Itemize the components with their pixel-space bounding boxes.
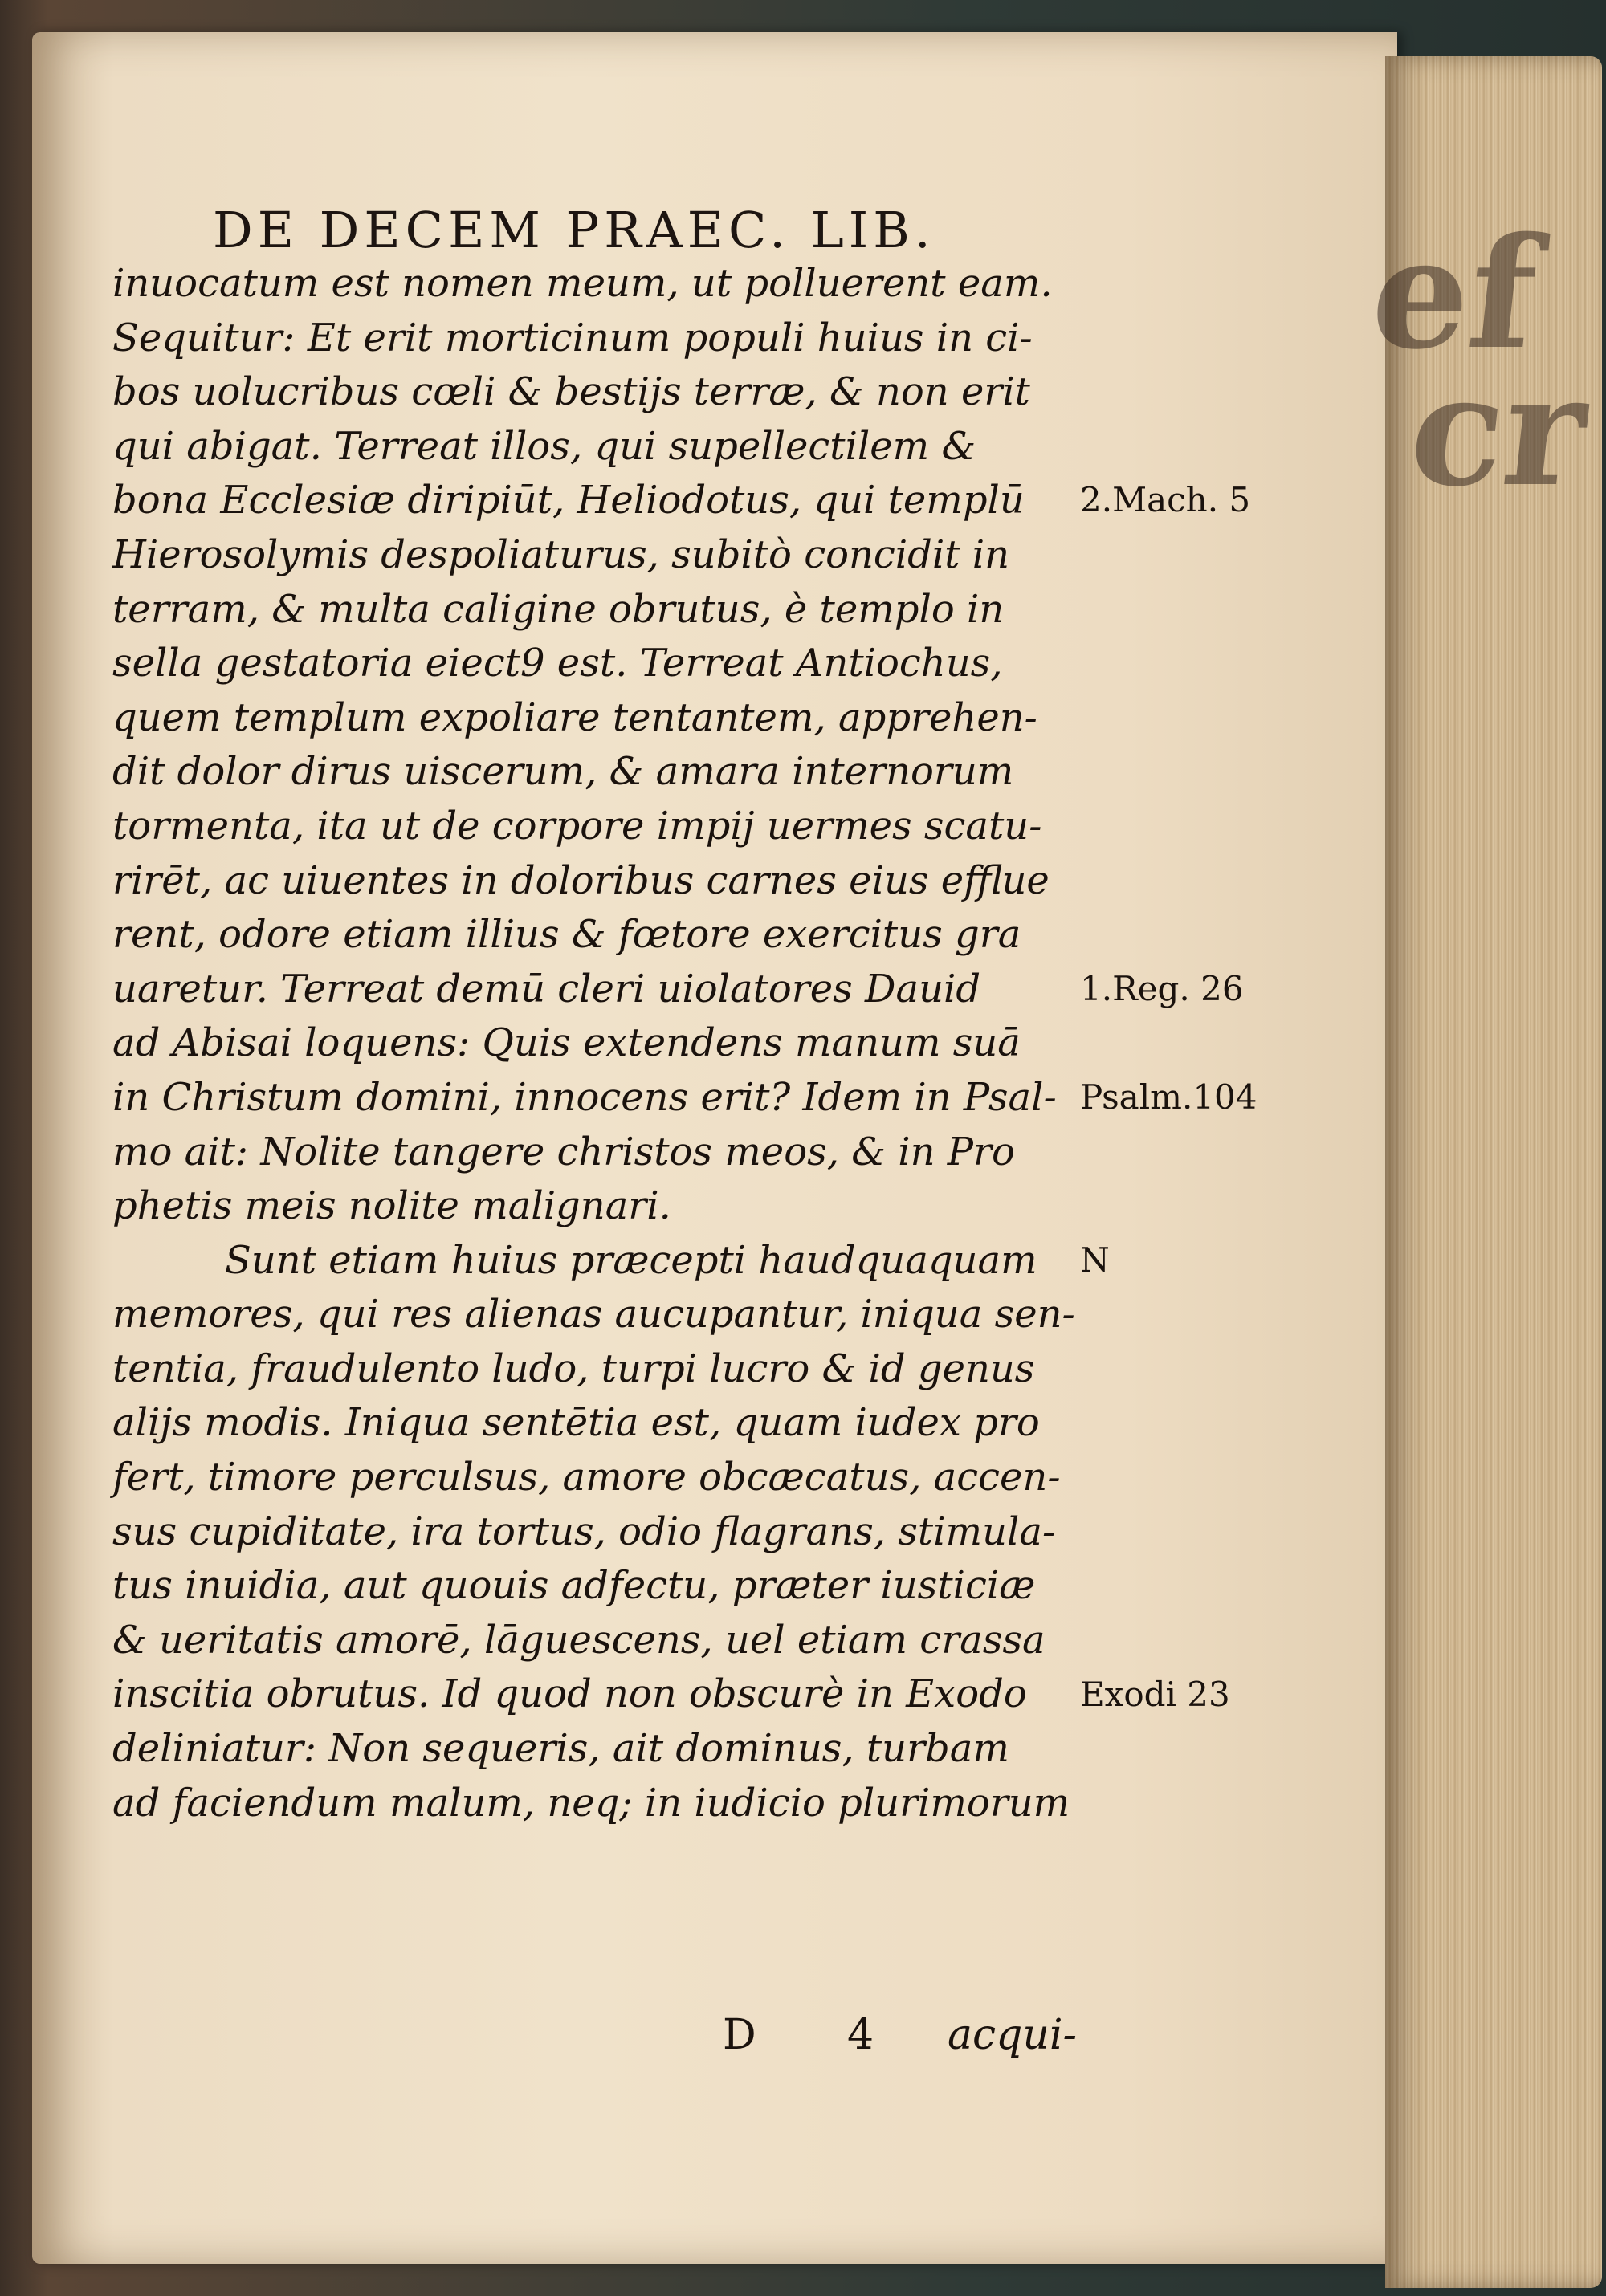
- text-line: rirēt, ac uiuentes in doloribus carnes eius efflue: [112, 857, 1050, 903]
- text-line: Hierosolymis despoliaturus, subitò concidit in: [112, 531, 1010, 577]
- margin-note: 2.Mach. 5: [1080, 480, 1251, 520]
- show-through-ink: ef cr: [1349, 204, 1595, 520]
- text-line: uaretur. Terreat demū cleri uiolatores Dauid: [112, 966, 981, 1012]
- text-line: fert, timore perculsus, amore obcæcatus, accen-: [112, 1455, 1061, 1500]
- margin-note: Psalm.104: [1080, 1077, 1257, 1117]
- text-line: inuocatum est nomen meum, ut polluerent eam.: [112, 261, 1053, 306]
- text-line: memores, qui res alienas aucupantur, iniqua sen-: [112, 1292, 1075, 1337]
- text-line: Sequitur: Et erit morticinum populi huius in ci-: [112, 315, 1033, 360]
- margin-note: Exodi 23: [1080, 1674, 1230, 1714]
- text-line: bos uolucribus cœli & bestijs terræ, & non erit: [112, 369, 1030, 415]
- text-line: alijs modis. Iniqua sentētia est, quam iudex pro: [112, 1400, 1040, 1446]
- body-text: [112, 257, 1084, 1830]
- text-line: sus cupiditate, ira tortus, odio flagrans, stimula-: [112, 1508, 1056, 1554]
- text-line: sella gestatoria eiect9 est. Terreat Antiochus,: [112, 641, 1003, 686]
- text-line: tus inuidia, aut quouis adfectu, præter iusticiæ: [112, 1563, 1036, 1609]
- text-line: phetis meis nolite malignari.: [112, 1183, 671, 1229]
- catchword: acqui-: [948, 2011, 1078, 2059]
- text-line: in Christum domini, innocens erit? Idem in Psal-: [112, 1074, 1057, 1120]
- text-line: tormenta, ita ut de corpore impij uermes scatu-: [112, 803, 1042, 849]
- text-line: tentia, fraudulento ludo, turpi lucro & id genus: [112, 1345, 1035, 1391]
- margin-note: 1.Reg. 26: [1080, 968, 1244, 1008]
- text-line: deliniatur: Non sequeris, ait dominus, turbam: [112, 1726, 1009, 1772]
- margin-note: N: [1080, 1240, 1110, 1280]
- text-line: ad faciendum malum, neq; in iudicio plurimorum: [112, 1780, 1070, 1826]
- text-line: dit dolor dirus uiscerum, & amara internorum: [112, 749, 1014, 795]
- signature-number: 4: [847, 2011, 874, 2059]
- text-line: Sunt etiam huius præcepti haudquaquam: [225, 1237, 1037, 1283]
- text-line: qui abigat. Terreat illos, qui supellectilem &: [112, 423, 976, 469]
- text-line: quem templum expoliare tentantem, apprehen-: [112, 694, 1037, 740]
- text-line: inscitia obrutus. Id quod non obscurè in Exodo: [112, 1671, 1027, 1717]
- text-line: & ueritatis amorē, lāguescens, uel etiam crassa: [112, 1617, 1046, 1663]
- running-head: DE DECEM PRAEC. LIB.: [213, 201, 935, 259]
- text-line: mo ait: Nolite tangere christos meos, & in Pro: [112, 1129, 1015, 1174]
- text-line: terram, & multa caligine obrutus, è templo in: [112, 586, 1005, 632]
- text-line: ad Abisai loquens: Quis extendens manum suā: [112, 1020, 1021, 1066]
- text-line: rent, odore etiam illius & fœtore exercitus gra: [112, 912, 1021, 958]
- signature-letter: D: [723, 2011, 756, 2059]
- text-line: bona Ecclesiæ diripiūt, Heliodotus, qui templū: [112, 478, 1025, 523]
